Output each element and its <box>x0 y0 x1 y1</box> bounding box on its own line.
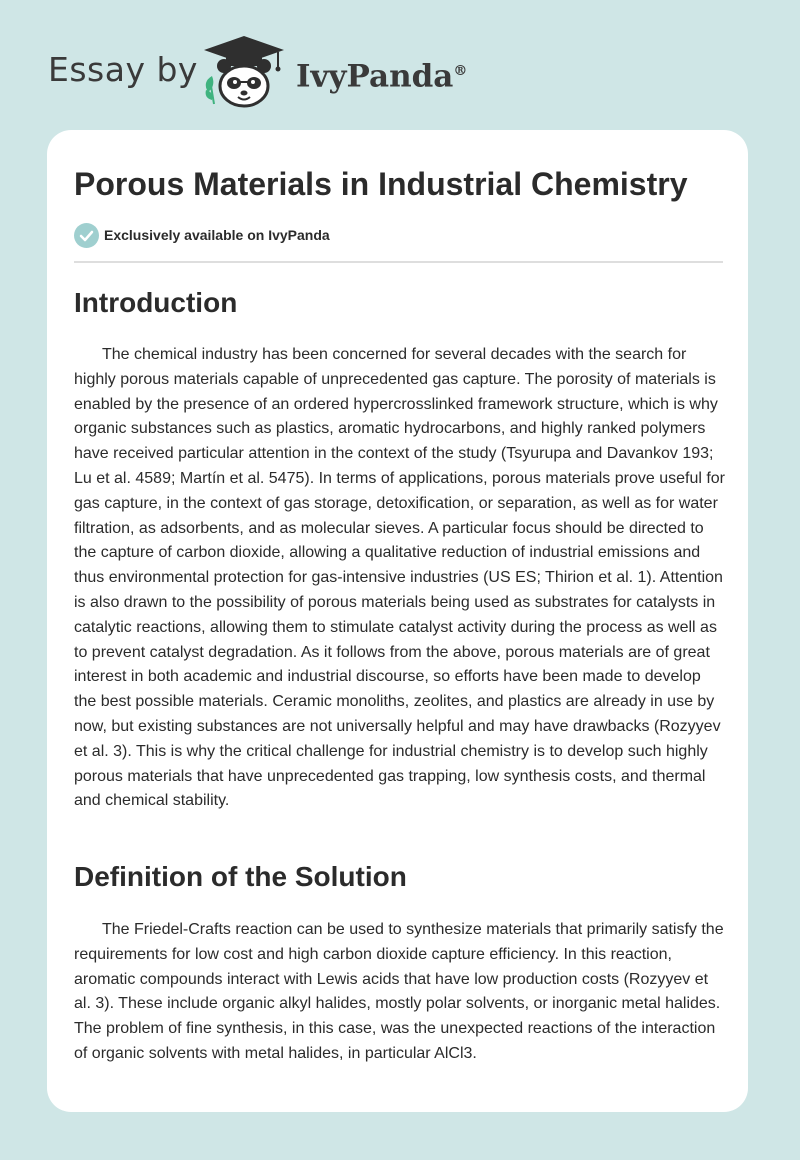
panda-logo-icon[interactable] <box>200 34 288 110</box>
essay-by-label: Essay by <box>48 50 198 89</box>
section-heading-introduction: Introduction <box>74 287 238 318</box>
exclusive-badge-label: Exclusively available on IvyPanda <box>104 227 330 243</box>
brand-name-text: IvyPanda <box>296 58 454 95</box>
article-title: Porous Materials in Industrial Chemistry <box>74 166 688 202</box>
exclusive-badge <box>74 222 330 248</box>
brand-name[interactable] <box>296 49 467 98</box>
check-circle-icon <box>74 223 99 248</box>
section-heading-definition: Definition of the Solution <box>74 861 407 892</box>
site-header <box>0 0 800 130</box>
section-paragraph-introduction: The chemical industry has been concerned for several decades with the search for highly porous materials capable of unprecedented gas capture. The porosity of materials is enabled by the presence of an ordered hypercrosslinked framework structure, which is why organic substances such as plastics, aromatic hydrocarbons, and highly ranked polymers have received particular attention in the context of the study (Tsyurupa and Davankov 193; Lu et al. 4589; Martín et al. 5475). In terms of applications, porous materials prove useful for gas capture, in the context of gas storage, detoxification, or separation, as well as for water filtration, as adsorbents, and as molecular sieves. A particular focus should be directed to the capture of carbon dioxide, allowing a qualitative reduction of industrial emissions and thus environmental protection for gas-intensive industries (US ES; Thirion et al. 1). Attention is also drawn to the possibility of porous materials being used as substrates for catalysts in catalytic reactions, allowing them to stimulate catalyst activity during the process as well as to prevent catalyst degradation. As it follows from the above, porous materials are of great interest in both academic and industrial discourse, so efforts have been made to develop the best possible materials. Ceramic monoliths, zeolites, and plastics are already in use by now, but existing substances are not universally helpful and may have drawbacks (Rozyyev et al. 3). This is why the critical challenge for industrial chemistry is to develop such highly porous materials that have unprecedented gas trapping, low synthesis costs, and thermal and chemical stability. <box>74 346 726 810</box>
section-paragraph-definition: The Friedel-Crafts reaction can be used to synthesize materials that primarily satisfy the requirements for low cost and high carbon dioxide capture efficiency. In this reaction, aromatic compounds interact with Lewis acids that have low production costs (Rozyyev et al. 3). These include organic alkyl halides, mostly polar solvents, or inorganic metal halides. The problem of fine synthesis, in this case, was the unexpected reactions of the interaction of organic solvents with metal halides, in particular AlCl3. <box>74 921 724 1062</box>
article-card <box>47 130 748 1112</box>
title-divider <box>74 261 723 263</box>
registered-mark: ® <box>453 63 468 79</box>
